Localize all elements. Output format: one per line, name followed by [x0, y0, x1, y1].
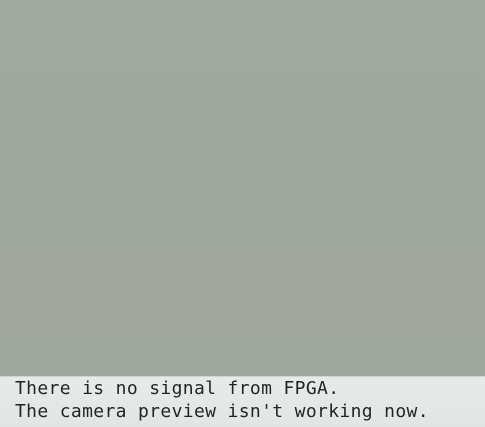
status-message-bar — [0, 376, 485, 427]
status-message-line-1: There is no signal from FPGA. — [15, 378, 340, 399]
status-message-line-2: The camera preview isn't working now. — [15, 401, 429, 422]
